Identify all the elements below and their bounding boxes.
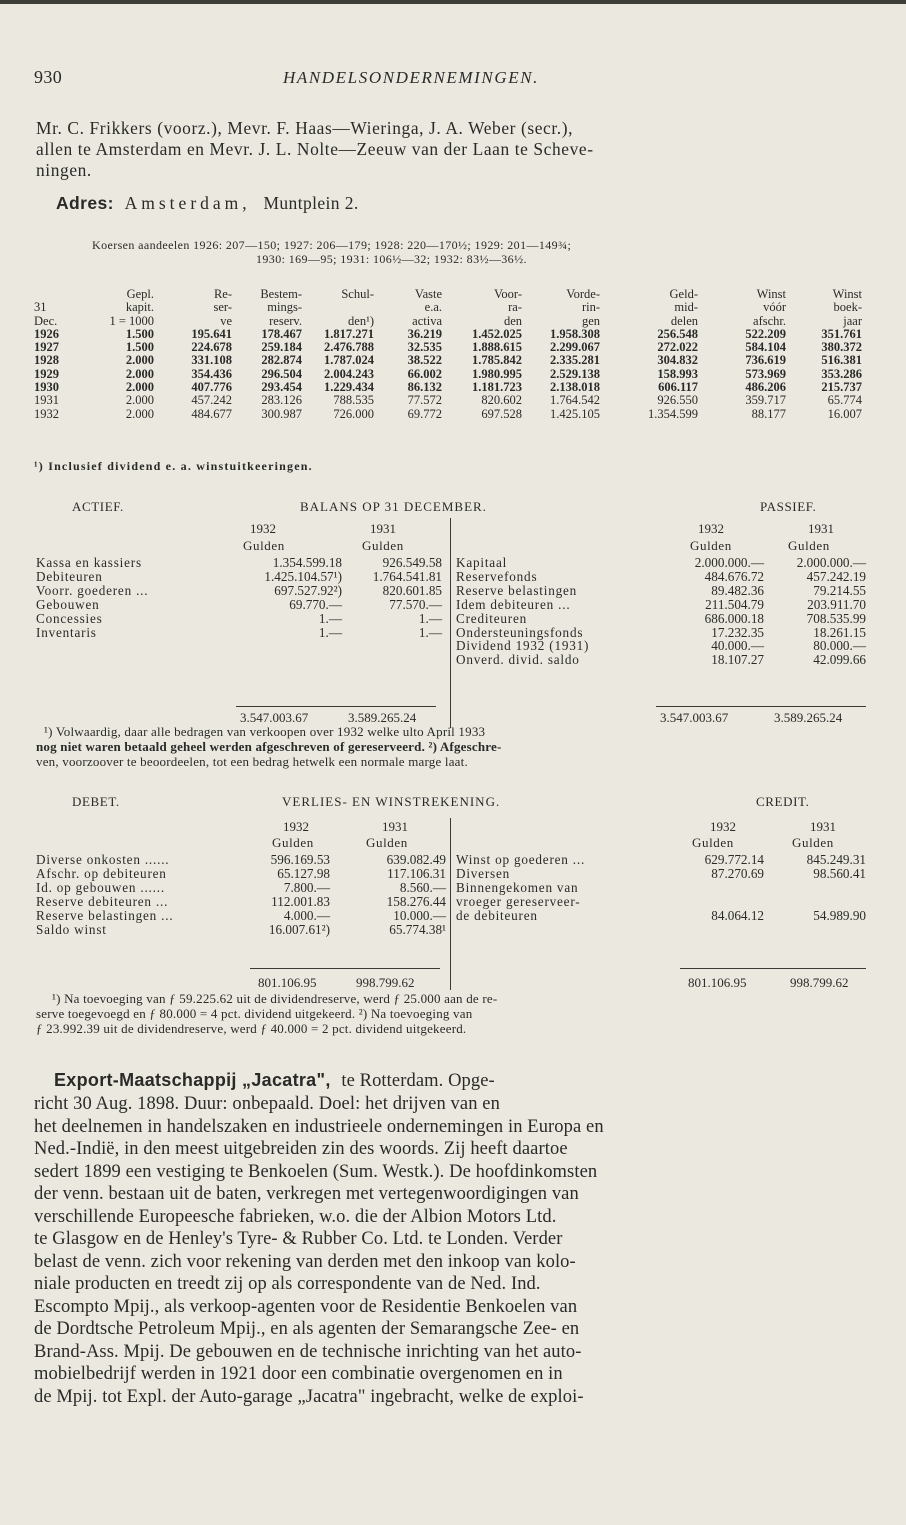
account-label: Kassa en kassiers (36, 555, 142, 570)
key-figures-header-cell: den¹) (348, 313, 374, 328)
intro-line-2: allen te Amsterdam en Mevr. J. L. Nolte—Zeeuw van der Laan te Scheve- (36, 139, 594, 159)
account-value: 54.989.90 (813, 907, 866, 923)
value-cell: 224.678 (191, 340, 232, 355)
value-cell: 407.776 (191, 380, 232, 395)
account-value (656, 895, 764, 909)
value-cell: 584.104 (745, 340, 786, 355)
key-figures-header-cell (34, 288, 72, 301)
value-cell: 2.335.281 (550, 353, 600, 368)
account-value: 8.560.— (399, 879, 446, 895)
export-line-0: te Rotterdam. Opge- (341, 1071, 495, 1091)
export-first-line (54, 1069, 495, 1093)
key-figures-header-cell: boek- (833, 300, 862, 315)
value-cell: 484.677 (191, 406, 232, 421)
value-cell: 2.000 (125, 406, 154, 421)
page-top-edge (0, 0, 906, 4)
key-figures-row (34, 368, 862, 381)
value-cell: 178.467 (261, 326, 302, 341)
account-value: 77.570.— (389, 596, 442, 612)
export-paragraph (34, 1093, 874, 1408)
key-figures-header-cell: vóór (763, 300, 786, 315)
credit-label: CREDIT. (756, 794, 810, 809)
balans-total-passief-1931: 3.589.265.24 (774, 710, 843, 725)
account-label: Diversen (456, 865, 511, 881)
passief-label: PASSIEF. (760, 499, 817, 514)
winst-title: VERLIES- EN WINSTREKENING. (282, 794, 501, 809)
value-cell: 1.354.599 (648, 406, 698, 421)
key-figures-row (34, 381, 862, 394)
account-value: 845.249.31 (806, 852, 866, 867)
value-cell: 304.832 (657, 353, 698, 368)
intro-line-3: ningen. (36, 160, 92, 180)
year-cell: 1928 (34, 353, 59, 368)
balans-actief-table (36, 556, 442, 639)
account-value: 708.535.99 (806, 610, 866, 626)
account-value: 203.911.70 (807, 596, 866, 612)
account-value: 1.— (418, 624, 442, 640)
balans-total-actief-1931: 3.589.265.24 (348, 710, 417, 725)
debet-row (36, 867, 446, 881)
account-value: 117.106.31 (387, 865, 446, 881)
winst-footnote-line-1: ¹) Na toevoeging van ƒ 59.225.62 uit de dividendreserve, werd ƒ 25.000 aan de re- (52, 991, 498, 1006)
credit-row (456, 895, 866, 909)
export-line: Ned.-Indië, in den meest uitgebreiden zin des woords. Zij heeft daartoe (34, 1139, 568, 1159)
account-label: Gebouwen (36, 596, 100, 612)
value-cell: 1.958.308 (550, 326, 600, 341)
account-value: 10.000.— (393, 907, 446, 923)
value-cell: 2.138.018 (550, 380, 600, 395)
value-cell: 380.372 (821, 340, 862, 355)
balans-passief-total-rule (656, 706, 866, 707)
balans-total-actief-1932: 3.547.003.67 (240, 710, 309, 725)
export-line: sedert 1899 een vestiging te Benkoelen (Sum. Westk.). De hoofdinkomsten (34, 1161, 598, 1182)
account-label: de debiteuren (456, 907, 538, 923)
winst-total-credit-1931: 998.799.62 (790, 975, 849, 990)
account-value: 40.000.— (711, 638, 764, 654)
account-value: 98.560.41 (813, 865, 866, 881)
export-line: Brand-Ass. Mpij. De gebouwen en de technische inrichting van het auto- (34, 1341, 582, 1362)
passief-row (456, 639, 866, 653)
account-label: Reservefonds (456, 568, 538, 584)
value-cell: 1.817.271 (324, 326, 374, 341)
key-figures-header-cell: Schul- (341, 287, 374, 301)
value-cell: 283.126 (261, 393, 302, 408)
account-value: 484.676.72 (704, 568, 764, 584)
account-value: 2.000.000.— (694, 555, 764, 570)
account-value: 158.276.44 (386, 893, 446, 909)
debet-row (36, 909, 446, 923)
export-line: mobielbedrijf werden in 1921 door een combinatie overgenomen en in (34, 1364, 563, 1384)
account-value: 7.800.— (283, 879, 330, 895)
actief-row (36, 570, 442, 584)
value-cell: 351.761 (821, 326, 862, 341)
account-label: Inventaris (36, 624, 97, 640)
account-value: 629.772.14 (704, 852, 764, 867)
winst-credit-year-1932: 1932 (710, 819, 736, 834)
value-cell: 1.229.434 (324, 380, 374, 395)
passief-row (456, 570, 866, 584)
account-label: Reserve belastingen (456, 582, 578, 598)
key-figures-header-cell: mings- (267, 300, 302, 315)
address-label: Adres: (56, 193, 114, 213)
balans-actief-year-1931: 1931 (370, 521, 396, 536)
winst-credit-unit-1932: Gulden (692, 835, 734, 850)
balans-passief-year-1932: 1932 (698, 521, 724, 536)
actief-row (36, 626, 442, 640)
value-cell: 573.969 (745, 366, 786, 381)
key-figures-header-cell: kapit. (125, 300, 154, 315)
key-figures-header-cell: reserv. (269, 313, 302, 328)
account-label: Concessies (36, 610, 103, 626)
value-cell: 457.242 (191, 393, 232, 408)
year-cell: 1927 (34, 340, 59, 355)
winst-footnote-line-3: ƒ 23.992.39 uit de dividendreserve, werd ƒ 40.000 = 2 pct. dividend uitgekeerd. (36, 1021, 467, 1036)
key-figures-header-cell: Winst (756, 287, 786, 301)
key-figures-header-cell: Geld- (669, 287, 698, 301)
year-cell: 1932 (34, 406, 59, 421)
key-figures-row (34, 341, 862, 354)
balans-footnote-line-3: ven, voorzoover te beoordeelen, tot een bedrag hetwelk een normale marge laat. (36, 754, 468, 769)
account-value: 211.504.79 (705, 596, 764, 612)
winst-debet-year-1932: 1932 (283, 819, 309, 834)
account-value: 1.425.104.57¹) (264, 568, 342, 584)
value-cell: 1.500 (125, 340, 154, 355)
value-cell: 1.181.723 (472, 380, 522, 395)
year-cell: 1930 (34, 380, 59, 395)
value-cell: 69.772 (407, 406, 442, 421)
year-cell: 1931 (34, 393, 59, 408)
value-cell: 2.000 (125, 393, 154, 408)
address-line (56, 194, 359, 213)
actief-row (36, 584, 442, 598)
account-label: Dividend 1932 (1931) (456, 638, 590, 654)
balans-title: BALANS OP 31 DECEMBER. (300, 499, 487, 514)
value-cell: 788.535 (333, 393, 374, 408)
key-figures-row (34, 354, 862, 367)
winst-total-debet-1932: 801.106.95 (258, 975, 317, 990)
winst-footnote-line-2: serve toegevoegd en ƒ 80.000 = 4 pct. dividend uitgekeerd. ²) Na toevoeging van (36, 1006, 473, 1021)
key-figures-header-cell: Winst (832, 287, 862, 301)
value-cell: 726.000 (333, 406, 374, 421)
value-cell: 606.117 (658, 380, 698, 395)
account-value: 80.000.— (813, 638, 866, 654)
value-cell: 2.000 (125, 353, 154, 368)
account-value: 69.770.— (289, 596, 342, 612)
debet-row (36, 895, 446, 909)
export-line: belast de venn. zich voor rekening van derden met den inkoop van kolo- (34, 1251, 576, 1272)
value-cell: 820.602 (481, 393, 522, 408)
export-line: te Glasgow en de Henley's Tyre- & Rubber Co. Ltd. te Londen. Verder (34, 1229, 563, 1249)
address-street: Muntplein 2. (263, 193, 359, 213)
key-figures-header-cell: gen (581, 313, 600, 328)
account-label: vroeger gereserveer- (456, 893, 581, 909)
value-cell: 359.717 (745, 393, 786, 408)
actief-row (36, 612, 442, 626)
value-cell: 486.206 (745, 380, 786, 395)
account-value: 686.000.18 (704, 610, 764, 626)
value-cell: 16.007 (827, 406, 862, 421)
credit-row (456, 909, 866, 923)
value-cell: 282.874 (261, 353, 302, 368)
balans-divider (450, 518, 451, 728)
key-figures-header-cell: jaar (843, 313, 862, 328)
value-cell: 2.000 (125, 366, 154, 381)
key-figures-header-cell: Voor- (494, 287, 522, 301)
balans-footnote-line-2: nog niet waren betaald geheel werden afgeschreven of gereserveerd. ²) Afgeschre- (36, 739, 502, 754)
value-cell: 296.504 (261, 366, 302, 381)
value-cell: 1.500 (125, 326, 154, 341)
value-cell: 354.436 (191, 366, 232, 381)
account-value: 926.549.58 (382, 555, 442, 570)
value-cell: 1.452.025 (472, 326, 522, 341)
value-cell: 2.299.067 (550, 340, 600, 355)
credit-row (456, 853, 866, 867)
account-value: 1.— (418, 610, 442, 626)
year-cell: 1926 (34, 326, 59, 341)
account-label: Afschr. op debiteuren (36, 865, 167, 881)
key-figures-header-cell: Re- (213, 287, 232, 301)
address-city: Amsterdam, (124, 193, 251, 213)
account-value: 42.099.66 (813, 652, 866, 668)
account-value: 1.764.541.81 (372, 568, 442, 584)
key-figures-header-cell: e.a. (424, 300, 442, 315)
value-cell: 2.000 (125, 380, 154, 395)
key-figures-footnote: ¹) Inclusief dividend e. a. winstuitkeeringen. (34, 459, 313, 473)
key-figures-header-cell: Bestem- (260, 287, 302, 301)
account-value: 87.270.69 (711, 865, 764, 881)
winst-credit-year-1931: 1931 (810, 819, 836, 834)
account-label: Voorr. goederen ... (36, 582, 149, 598)
value-cell: 300.987 (261, 406, 302, 421)
intro-line-1: Mr. C. Frikkers (voorz.), Mevr. F. Haas—Wieringa, J. A. Weber (secr.), (36, 118, 574, 138)
board-members (36, 118, 594, 181)
passief-row (456, 556, 866, 570)
share-prices-line-1: Koersen aandeelen 1926: 207—150; 1927: 206—179; 1928: 220—170½; 1929: 201—149¾; (92, 238, 572, 252)
account-label: Winst op goederen ... (456, 852, 586, 867)
export-line: Escompto Mpij., als verkoop-agenten voor de Residentie Benkoelen van (34, 1296, 578, 1317)
key-figures-header-cell (302, 301, 374, 314)
export-line: richt 30 Aug. 1898. Duur: onbepaald. Doel: het drijven van en (34, 1094, 500, 1114)
running-title: HANDELSONDERNEMINGEN. (283, 68, 540, 87)
value-cell: 1.888.615 (472, 340, 522, 355)
value-cell: 256.548 (657, 326, 698, 341)
winst-credit-total-rule (680, 968, 866, 969)
value-cell: 926.550 (657, 393, 698, 408)
account-label: Idem debiteuren ... (456, 596, 571, 612)
value-cell: 88.177 (751, 406, 786, 421)
key-figures-header-cell: rin- (581, 300, 600, 315)
balans-actief-unit-1931: Gulden (362, 538, 404, 553)
winst-credit-table (456, 853, 866, 923)
value-cell: 1.785.842 (472, 353, 522, 368)
winst-divider (450, 818, 451, 990)
value-cell: 1.787.024 (324, 353, 374, 368)
key-figures-header-row (34, 301, 862, 314)
export-line: der venn. bestaan uit de baten, verkregen met vertegenwoordigingen van (34, 1184, 579, 1204)
account-value: 1.— (318, 610, 342, 626)
key-figures-header-cell: Vorde- (566, 287, 600, 301)
value-cell: 66.002 (407, 366, 442, 381)
key-figures-header-cell: den (503, 313, 522, 328)
account-value: 65.774.38¹ (389, 921, 446, 937)
value-cell: 697.528 (481, 406, 522, 421)
export-line: de Dordtsche Petroleum Mpij., en als agenten der Semarangsche Zee- en (34, 1319, 580, 1339)
value-cell: 2.529.138 (550, 366, 600, 381)
actief-row (36, 598, 442, 612)
key-figures-row (34, 394, 862, 407)
value-cell: 736.619 (745, 353, 786, 368)
winst-total-debet-1931: 998.799.62 (356, 975, 415, 990)
actief-row (36, 556, 442, 570)
winst-debet-year-1931: 1931 (382, 819, 408, 834)
balans-total-passief-1932: 3.547.003.67 (660, 710, 729, 725)
debet-row (36, 881, 446, 895)
account-value: 596.169.53 (270, 852, 330, 867)
key-figures-header-cell: 1 = 1000 (109, 313, 154, 328)
value-cell: 158.993 (657, 366, 698, 381)
value-cell: 65.774 (827, 393, 862, 408)
key-figures-header-row (34, 288, 862, 301)
credit-row (456, 881, 866, 895)
balans-passief-unit-1932: Gulden (690, 538, 732, 553)
key-figures-header-cell: ser- (213, 300, 232, 315)
account-label: Reserve debiteuren ... (36, 893, 169, 909)
value-cell: 32.535 (407, 340, 442, 355)
account-value (764, 881, 866, 895)
account-label: Crediteuren (456, 610, 528, 626)
account-value: 2.000.000.— (796, 555, 866, 570)
value-cell: 36.219 (407, 326, 442, 341)
passief-row (456, 584, 866, 598)
value-cell: 77.572 (407, 393, 442, 408)
balans-passief-unit-1931: Gulden (788, 538, 830, 553)
value-cell: 272.022 (657, 340, 698, 355)
account-value: 1.354.599.18 (272, 555, 342, 570)
account-label: Saldo winst (36, 921, 107, 937)
key-figures-header-cell: Vaste (414, 287, 442, 301)
page-number: 930 (34, 67, 63, 87)
value-cell: 1.980.995 (472, 366, 522, 381)
value-cell: 259.184 (261, 340, 302, 355)
key-figures-header-cell: afschr. (753, 313, 786, 328)
export-line: verschillende Europeesche fabrieken, w.o. die der Albion Motors Ltd. (34, 1206, 557, 1227)
value-cell: 331.108 (191, 353, 232, 368)
winst-debet-unit-1931: Gulden (366, 835, 408, 850)
winst-credit-unit-1931: Gulden (792, 835, 834, 850)
key-figures-header-cell: Dec. (34, 313, 58, 328)
account-value: 697.527.92²) (274, 582, 342, 598)
actief-label: ACTIEF. (72, 499, 124, 514)
value-cell: 2.476.788 (324, 340, 374, 355)
key-figures-header-cell: 31 (34, 300, 47, 315)
debet-row (36, 923, 446, 937)
winst-debet-table (36, 853, 446, 936)
account-value: 18.261.15 (813, 624, 866, 640)
value-cell: 522.209 (745, 326, 786, 341)
account-label: Debiteuren (36, 568, 103, 584)
account-label: Id. op gebouwen ...... (36, 879, 165, 895)
account-value: 16.007.61²) (268, 921, 330, 937)
winst-debet-unit-1932: Gulden (272, 835, 314, 850)
value-cell: 293.454 (261, 380, 302, 395)
key-figures-header-cell: Gepl. (126, 287, 154, 301)
account-value (656, 881, 764, 895)
balans-passief-year-1931: 1931 (808, 521, 834, 536)
account-label: Ondersteuningsfonds (456, 624, 584, 640)
key-figures-header-cell: ve (220, 313, 232, 328)
key-figures-row (34, 408, 862, 421)
account-label: Diverse onkosten ...... (36, 852, 170, 867)
value-cell: 215.737 (821, 380, 862, 395)
account-label: Kapitaal (456, 555, 508, 570)
value-cell: 1.425.105 (550, 406, 600, 421)
value-cell: 86.132 (407, 380, 442, 395)
winst-debet-total-rule (250, 968, 440, 969)
balans-footnote-line-1: ¹) Volwaardig, daar alle bedragen van verkoopen over 1932 welke ulto April 1933 (44, 724, 486, 739)
export-line: de Mpij. tot Expl. der Auto-garage „Jacatra" ingebracht, welke de exploi- (34, 1386, 584, 1407)
value-cell: 1.764.542 (550, 393, 600, 408)
passief-row (456, 612, 866, 626)
key-figures-header-cell: activa (412, 313, 442, 328)
account-value: 84.064.12 (711, 907, 764, 923)
key-figures-header-cell: mid- (674, 300, 698, 315)
account-value: 4.000.— (283, 907, 330, 923)
account-label: Reserve belastingen ... (36, 907, 174, 923)
key-figures-header-cell: ra- (508, 300, 522, 315)
balans-actief-unit-1932: Gulden (243, 538, 285, 553)
balans-passief-table (456, 556, 866, 667)
account-value: 89.482.36 (711, 582, 764, 598)
account-value: 639.082.49 (386, 852, 446, 867)
export-line: niale producten en treedt zij op als correspondente van de Ned. Ind. (34, 1274, 541, 1294)
key-figures-header-cell: delen (670, 313, 698, 328)
passief-row (456, 653, 866, 667)
account-label: Onverd. divid. saldo (456, 652, 580, 668)
value-cell: 516.381 (821, 353, 862, 368)
account-value: 65.127.98 (277, 865, 330, 881)
value-cell: 195.641 (191, 326, 232, 341)
winst-total-credit-1932: 801.106.95 (688, 975, 747, 990)
debet-label: DEBET. (72, 794, 120, 809)
year-cell: 1929 (34, 366, 59, 381)
value-cell: 38.522 (407, 353, 442, 368)
share-prices-line-2: 1930: 169—95; 1931: 106½—32; 1932: 83½—36½. (256, 252, 527, 266)
key-figures-header-row (34, 315, 862, 328)
account-value: 17.232.35 (711, 624, 764, 640)
value-cell: 353.286 (821, 366, 862, 381)
export-company-name: Export-Maatschappij „Jacatra", (54, 1070, 331, 1090)
key-figures-row (34, 328, 862, 341)
account-value: 820.601.85 (382, 582, 442, 598)
value-cell: 2.004.243 (324, 366, 374, 381)
balans-actief-total-rule (236, 706, 436, 707)
account-value: 79.214.55 (813, 582, 866, 598)
balans-actief-year-1932: 1932 (250, 521, 276, 536)
credit-row (456, 867, 866, 881)
passief-row (456, 626, 866, 640)
account-label: Binnengekomen van (456, 879, 579, 895)
account-value: 1.— (318, 624, 342, 640)
account-value (764, 895, 866, 909)
passief-row (456, 598, 866, 612)
export-line: het deelnemen in handelszaken en industrieele ondernemingen in Europa en (34, 1116, 604, 1137)
account-value: 18.107.27 (711, 652, 764, 668)
key-figures-table (34, 288, 862, 421)
debet-row (36, 853, 446, 867)
account-value: 112.001.83 (271, 893, 330, 909)
account-value: 457.242.19 (806, 568, 866, 584)
